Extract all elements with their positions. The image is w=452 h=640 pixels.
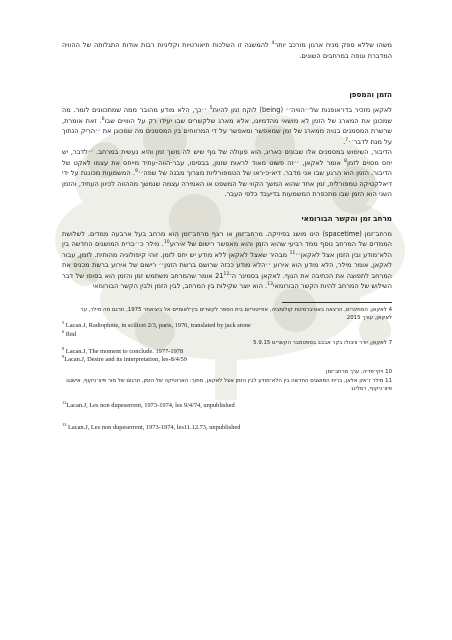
footnote-4: 4 לאקאן, הסמינרים, הרצאה באוניברסיטת קולומביה, אודיטוריום בית הספר לקשרים בין־לאומיים אל ביציאמר 1975, תרגם מה מילר, ער לאקאן, עורך 2015	[80, 306, 392, 321]
footnotes	[62, 306, 392, 433]
intro-paragraph: משהו שללא ספק מניח ארגון מורכב יותר$^4$ להמשגה זו השלכות תיאורטיות וקליניות רבות אודות התגלותה של ההוויה המדברת וגופה במרחבים השונים.	[62, 40, 392, 60]
footnote-5: $^5$ Lacan.J, Radiophnie, in scilicet 2/3, paris, 1970, translated by jack stone	[62, 320, 251, 330]
section-heading-spacetime-borromean-knot: מרחב זמן והקשר הבורומאי	[301, 213, 392, 223]
footnote-separator	[282, 302, 392, 303]
footnote-13: $^{13}$ Lacan.J, Les non dupeserrent, 1973-1974, les11.12.73, unpublished	[62, 421, 241, 431]
page-content	[62, 40, 392, 432]
section1-paragraph-1: לאקאן מזכיר בדו־אופנות של׳׳הוויה׳׳ (being) לוקח זמן להיות$^5$ ׳׳כך, הלא מודע מהובר ממה שמתכוונים לומר. מה שמכונן את המארג של הזמן לא מושאי מהדמיונו, אלא מארג שלקשרים שבו יעידו רק על הווויים שבו$^6$. זאת אומרת, שרשרת המסמנים בנויה ממארג של זמן שמאפשר ומאפשר על די המרווחים בין המסמנים מה שמכונן את ׳׳הריק הנתוך על מנת לדבר׳׳$^7$.	[62, 105, 392, 146]
footnote-10: 10 ויקי־פדיה, ערך מרחב־זמן	[326, 369, 392, 376]
footnote-11: 11 מילר ז׳אק אלאן, ברית המושגים החדשה בין הלא־מודע לבין הזמן אצל לאקאן, מתוך: הארוטיקה של הזמן, תרגום של מור פיצ׳ניקוף, אישנגו פיצ׳ניקוף, רסלינג	[66, 377, 392, 393]
footnote-12: $^{12}$Lacan.J, Les non dupeserrent, 1973-1974, les 9/4/74, unpublished	[62, 399, 235, 409]
section-heading-time-and-number: הזמן והמספן	[349, 90, 392, 99]
footnote-7: 7 לאקאן, יורר וויבולו בקר אבבב בספטמבר הקשרים 5.9.15	[253, 340, 392, 347]
section1-paragraph-2: הדיבור, השימוש במסמנים אלו שבונים כאריג, הוא פעולה של גוף שיש לה משך זמן והיא נעשית במרחב. ׳׳לדבר, יש יחס מסוים לזמן$^8$ אומר לאקאן, ׳׳זה פשוט מאוד לראות שזמן, בבסיסו, עבר-הווה-עתיד מייחס את עצמו לאקט של הדיבור. הזמן הוא הרגע שבו אני מדבר. דיא-כ-ראו של הטמפורליות מצרוך מבנה של שפה׳׳$^9$. המשמעות מכוננת על ידי דיאלקטיקה טמפורלית, זמן אחד שהוא המשך הקווי של המשפט או האמירה עצמה שנמשך מההווה לכיוון העתיד, והזמן השני הוא הזמן שבו מתכפרת המשמעות בדיעבד כלפי העבר.	[62, 148, 392, 198]
section2-paragraph-1: מרחב־זמן (spacetime) הינו מושג בפיזיקה. מרחב־זמן או רצף מרחב־זמן הוא מרחב בעל ארבעה ממדים. לשלושת הממדים של המרחב נוסף ממד רביעי שהוא הזמן והוא מאפשר רישום של אירוע$^{10}$. מילר כ׳׳ברית המושגים החדשה בין הלא־מודע ובין הזמן אצל לאקאן׳׳$^{11}$ מבהיר שאצל לאקאן ללא מודע יש יחס לזמן. זוהי קיפולוגיה מהותית. לזמן, עבור לאקאן, אומר מילר, הלא מודע הוא אירוע ׳׳הלא מודע ככזה שרושם ברשת הזמן׳׳ רישום של אירוע ברשת מכניס את המרחב לתפוצה את הכתיבה את הגוף. לאקאן בסמינר $ה־21^{12}$ אומר שהמרחב משתמש זמן והזמן הוא בסופו של דבר השילוש של המרחב להיות הקשר הבורומאי$^{13}$. הוא יוצר שקילות בין המרחב, לבין הזמן ולבין הקשר הבורומאי	[62, 229, 392, 290]
footnote-9: $^9$Lacan.J, Desire and its interpretation, les-8/4/59	[62, 353, 188, 363]
footnote-6: $^6$ Ibid	[62, 328, 77, 338]
footnote-8: $^8$ Lacan.J, The moment to conclude. 1977-1978	[62, 345, 184, 355]
